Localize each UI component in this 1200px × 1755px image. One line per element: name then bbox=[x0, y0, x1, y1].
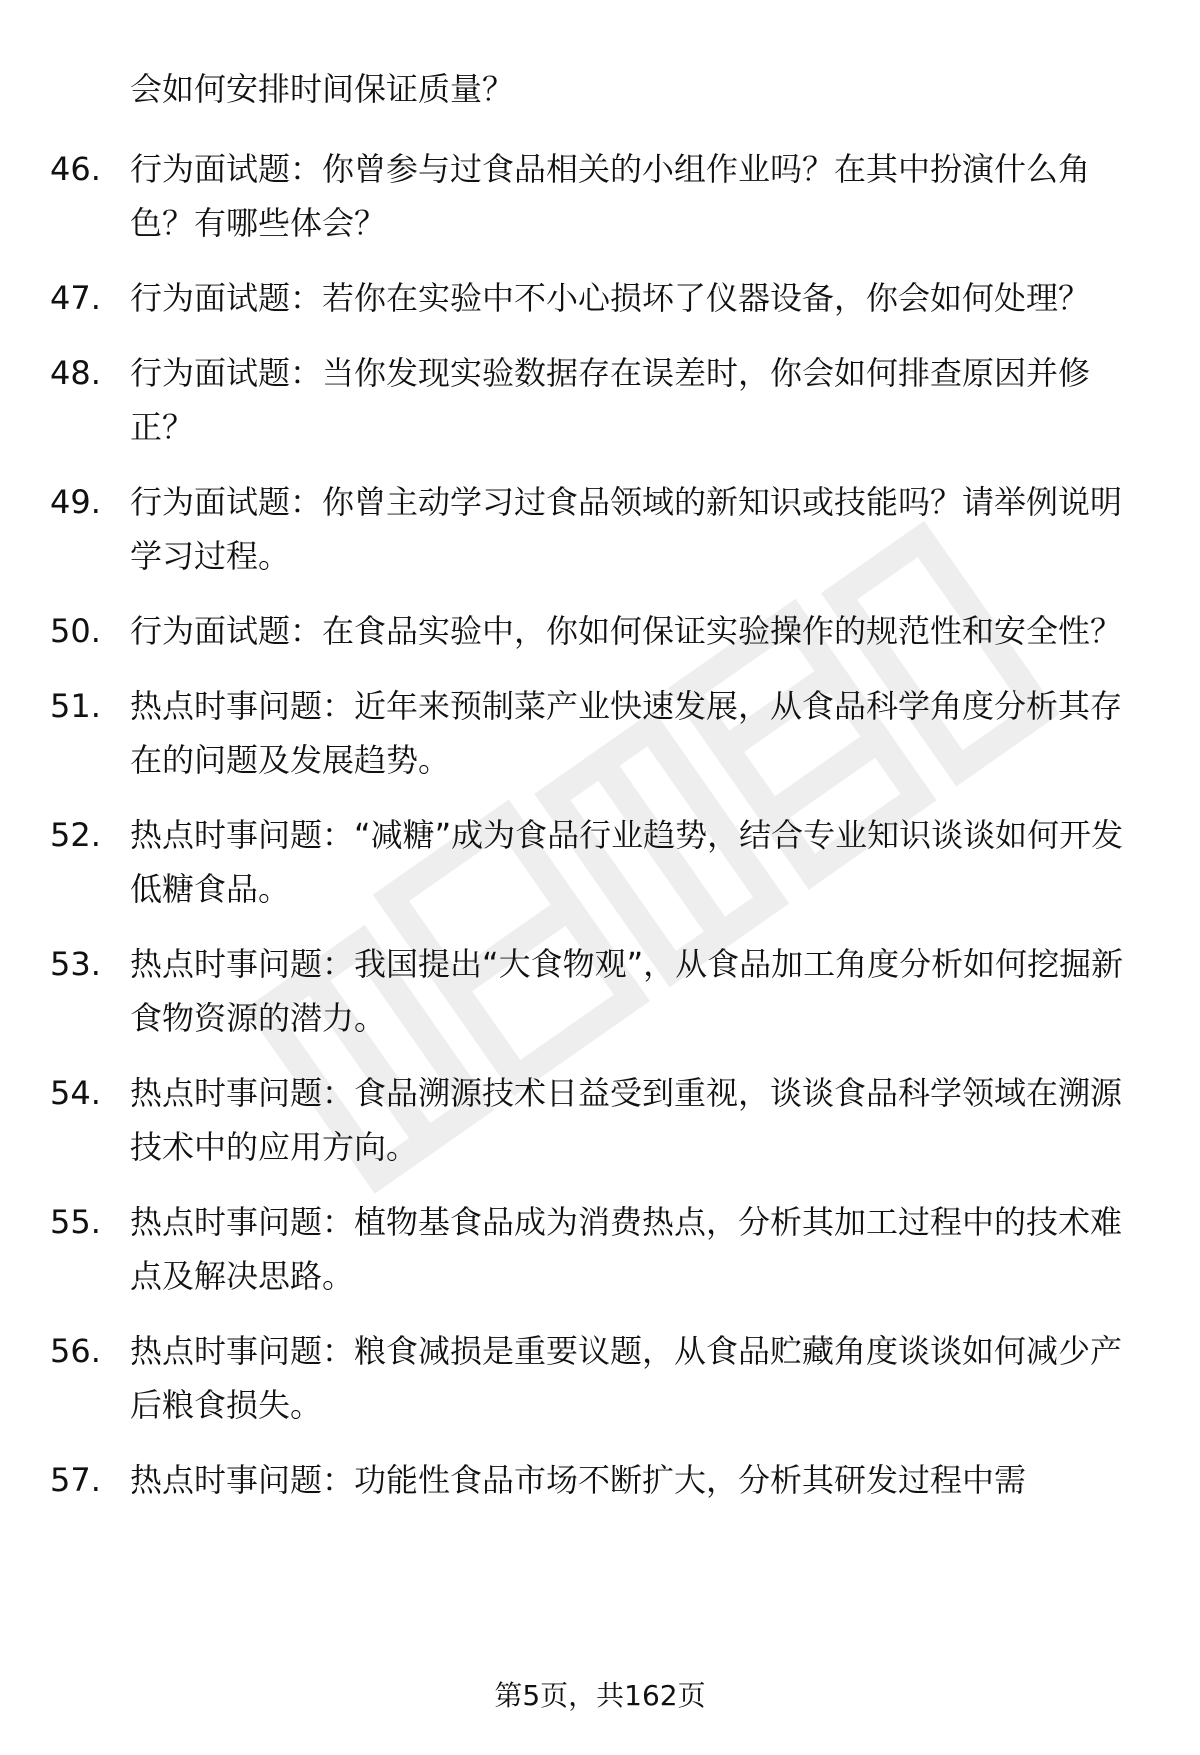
list-item bbox=[50, 475, 1140, 583]
list-item bbox=[50, 679, 1140, 787]
item-number: 57. bbox=[50, 1461, 101, 1499]
item-text: 行为面试题：若你在实验中不小心损坏了仪器设备，你会如何处理？ bbox=[130, 279, 1091, 317]
item-text: 热点时事问题：食品溯源技术日益受到重视，谈谈食品科学领域在溯源技术中的应用方向。 bbox=[130, 1074, 1123, 1166]
item-number: 54. bbox=[50, 1074, 101, 1112]
item-text: 行为面试题：你曾参与过食品相关的小组作业吗？在其中扮演什么角色？有哪些体会？ bbox=[130, 150, 1091, 242]
item-text: 热点时事问题：我国提出“大食物观”，从食品加工角度分析如何挖掘新食物资源的潜力。 bbox=[130, 945, 1124, 1037]
list-item bbox=[50, 1195, 1140, 1303]
item-number: 52. bbox=[50, 816, 101, 854]
list-item bbox=[50, 1453, 1140, 1507]
list-item bbox=[50, 142, 1140, 250]
question-list bbox=[50, 142, 1140, 1528]
page-footer: 第5页，共162页 bbox=[494, 1679, 706, 1712]
item-text: 热点时事问题：植物基食品成为消费热点，分析其加工过程中的技术难点及解决思路。 bbox=[130, 1203, 1123, 1295]
item-number: 48. bbox=[50, 354, 101, 392]
item-text: 热点时事问题：功能性食品市场不断扩大，分析其研发过程中需 bbox=[130, 1461, 1027, 1499]
list-item bbox=[50, 271, 1140, 325]
list-item bbox=[50, 604, 1140, 658]
item-text: 热点时事问题：“减糖”成为食品行业趋势，结合专业知识谈谈如何开发低糖食品。 bbox=[130, 816, 1124, 908]
item-number: 47. bbox=[50, 279, 101, 317]
list-item bbox=[50, 1066, 1140, 1174]
item-text: 行为面试题：当你发现实验数据存在误差时，你会如何排查原因并修正？ bbox=[130, 354, 1091, 446]
item-number: 49. bbox=[50, 483, 101, 521]
item-number: 51. bbox=[50, 687, 101, 725]
item-text: 行为面试题：在食品实验中，你如何保证实验操作的规范性和安全性？ bbox=[130, 612, 1123, 650]
item-number: 55. bbox=[50, 1203, 101, 1241]
item-number: 46. bbox=[50, 150, 101, 188]
item-number: 53. bbox=[50, 945, 101, 983]
item-text: 热点时事问题：近年来预制菜产业快速发展，从食品科学角度分析其存在的问题及发展趋势。 bbox=[130, 687, 1123, 779]
list-item bbox=[50, 937, 1140, 1045]
list-item bbox=[50, 1324, 1140, 1432]
item-text: 行为面试题：你曾主动学习过食品领域的新知识或技能吗？请举例说明学习过程。 bbox=[130, 483, 1123, 575]
item-number: 56. bbox=[50, 1332, 101, 1370]
item-number: 50. bbox=[50, 612, 101, 650]
item-text: 热点时事问题：粮食减损是重要议题，从食品贮藏角度谈谈如何减少产后粮食损失。 bbox=[130, 1332, 1123, 1424]
list-item bbox=[50, 346, 1140, 454]
continuation-line: 会如何安排时间保证质量？ bbox=[130, 70, 515, 108]
list-item bbox=[50, 808, 1140, 916]
